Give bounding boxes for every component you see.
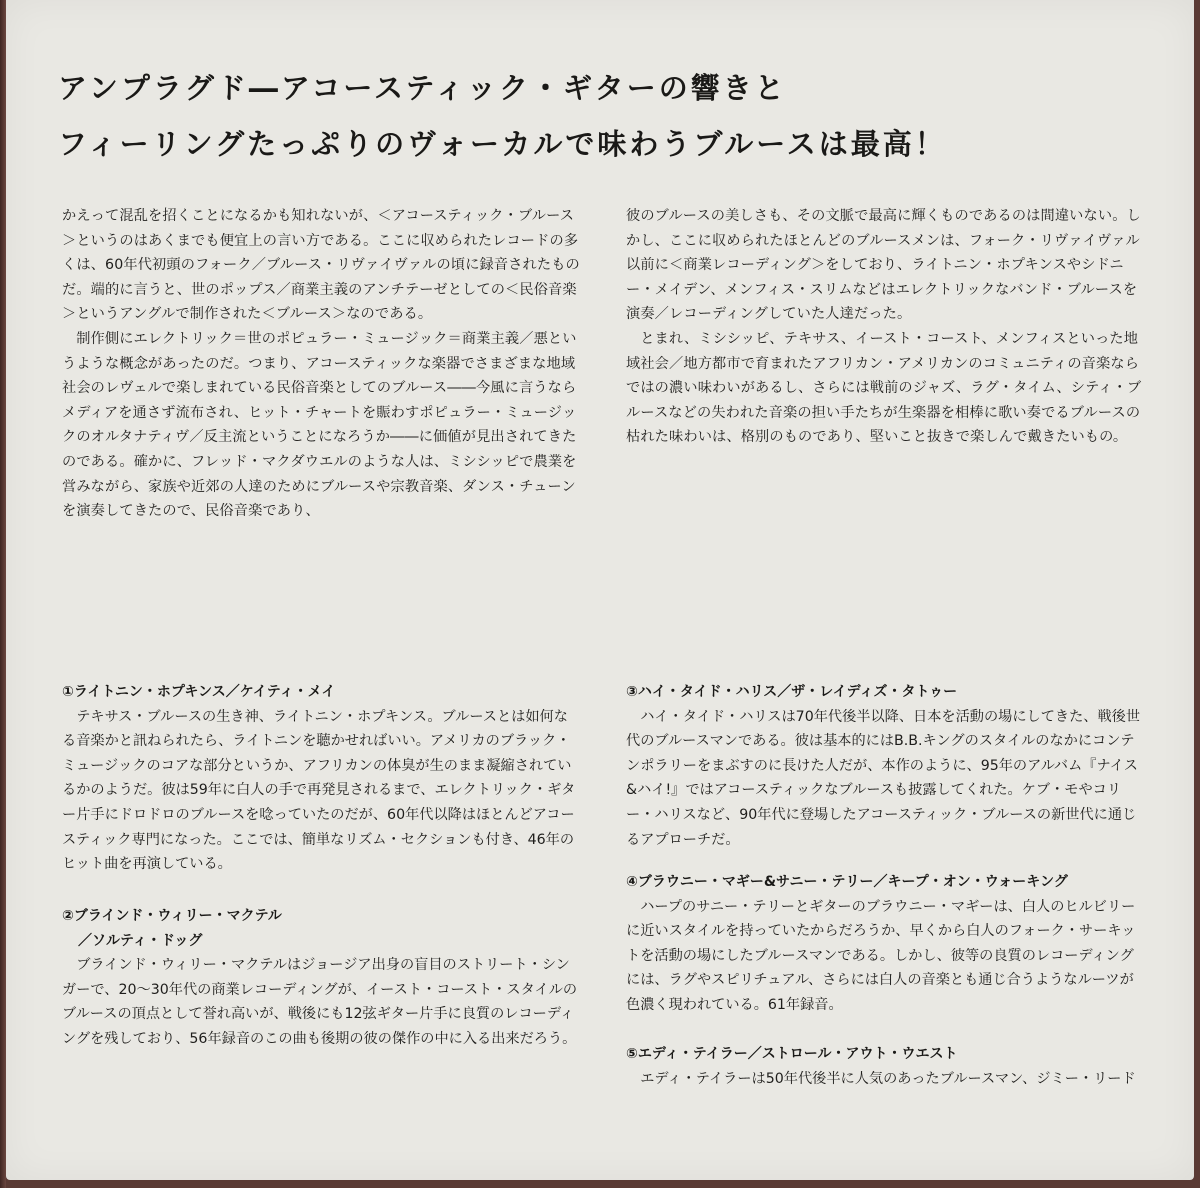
track-subtitle: ／ソルティ・ドッグ (78, 932, 203, 949)
track-description: ハープのサニー・テリーとギターのブラウニー・マギーは、白人のヒルビリーに近いスタイルを持っていたからだろうか、早くから白人のフォーク・サーキットを活動の場にしたブルースマンである。しかし、彼等の良質のレコーディングには、ラグやスピリチュアル、さらには白人の音楽とも通じ合うようなルーツが色濃く現われている。61年録音。 (626, 898, 1136, 1013)
track-description: エディ・テイラーは50年代後半に人気のあったブルースマン、ジミー・リード (640, 1070, 1136, 1087)
track-description: ブラインド・ウィリー・マクテルはジョージア出身の盲目のストリート・シンガーで、20～30年代の商業レコーディングが、イースト・コースト・スタイルのブルースの頂点として誉れ高いが、戦後にも12弦ギター片手に良質のレコーディングを残しており、56年録音のこの曲も後期の彼の傑作の中に入る出来だろう。 (62, 957, 578, 1047)
track-title: ①ライトニン・ホプキンス／ケイティ・メイ (62, 684, 336, 700)
track-description: ハイ・タイド・ハリスは70年代後半以降、日本を活動の場にしてきた、戦後世代のブルースマンである。彼は基本的にはB.B.キングのスタイルのなかにコンテンポラリーをまぶすのに長けた人だが、本作のように、95年のアルバム『ナイス&ハイ!』ではアコースティックなブルースも披露してくれた。ケブ・モやコリー・ハリスなど、90年代に登場したアコースティック・ブルースの新世代に通じるアプローチだ。 (626, 708, 1141, 848)
intro-paragraph: 彼のブルースの美しさも、その文脈で最高に輝くものであるのは間違いない。しかし、ここに収められたほとんどのブルースメンは、フォーク・リヴァイヴァル以前に＜商業レコーディング＞をしており、ライトニン・ホプキンスやシドニー・メイデン、メンフィス・スリムなどはエレクトリックなバンド・ブルースを演奏／レコーディングしていた人達だった。 (626, 208, 1141, 323)
headline-line-1: アンプラグド―アコースティック・ギターの響きと (58, 71, 787, 105)
track-title: ⑤エディ・テイラー／ストロール・アウト・ウエスト (626, 1046, 958, 1062)
intro-right-column (626, 204, 1146, 450)
track-note-3 (626, 680, 1146, 852)
track-title: ③ハイ・タイド・ハリス／ザ・レイディズ・タトゥー (626, 684, 958, 700)
track-description: テキサス・ブルースの生き神、ライトニン・ホプキンス。ブルースとは如何なる音楽かと訊ねられたら、ライトニンを聴かせればいい。アメリカのブラック・ミュージックのコアな部分というか、アフリカンの体臭が生のまま凝縮されているかのようだ。彼は59年に白人の手で再発見されるまで、エレクトリック・ギター片手にドロドロのブルースを唸っていたのだが、60年代以降はほとんどアコースティック専門になった。ここでは、簡単なリズム・セクションも付き、46年のヒット曲を再演している。 (62, 708, 576, 873)
track-note-4 (626, 870, 1146, 1018)
track-note-5 (626, 1042, 1146, 1091)
track-note-2 (62, 904, 582, 1052)
intro-left-column (62, 204, 582, 524)
track-note-1 (62, 680, 582, 877)
track-title: ②ブラインド・ウィリー・マクテル (62, 908, 282, 924)
track-title: ④ブラウニー・マギー&サニー・テリー／キープ・オン・ウォーキング (626, 874, 1068, 890)
intro-paragraph: かえって混乱を招くことになるかも知れないが、＜アコースティック・ブルース＞というのはあくまでも便宜上の言い方である。ここに収められたレコードの多くは、60年代初頭のフォーク／ブルース・リヴァイヴァルの頃に録音されたものだ。端的に言うと、世のポップス／商業主義のアンチテーゼとしての＜民俗音楽＞というアングルで制作された＜ブルース＞なのである。 (62, 208, 580, 323)
intro-paragraph: 制作側にエレクトリック＝世のポピュラー・ミュージック＝商業主義／悪というような概念があったのだ。つまり、アコースティックな楽器でさまざまな地域社会のレヴェルで楽しまれている民俗音楽としてのブルース――今風に言うならメディアを通さず流布され、ヒット・チャートを賑わすポピュラー・ミュージックのオルタナティヴ／反主流ということになろうか――に価値が見出されてきたのである。確かに、フレッド・マクダウエルのような人は、ミシシッピで農業を営みながら、家族や近郊の人達のためにブルースや宗教音楽、ダンス・チューンを演奏してきたので、民俗音楽であり、 (62, 330, 577, 520)
intro-paragraph: とまれ、ミシシッピ、テキサス、イースト・コースト、メンフィスといった地域社会／地方都市で育まれたアフリカン・アメリカンのコミュニティの音楽ならではの濃い味わいがあるし、さらには戦前のジャズ、ラグ・タイム、シティ・ブルースなどの失われた音楽の担い手たちが生楽器を相棒に歌い奏でるブルースの枯れた味わいは、格別のものであり、堅いこと抜きで楽しんで戴きたいもの。 (626, 330, 1142, 446)
headline-line-2: フィーリングたっぷりのヴォーカルで味わうブルースは最高！ (58, 127, 947, 161)
headline (58, 60, 1158, 172)
